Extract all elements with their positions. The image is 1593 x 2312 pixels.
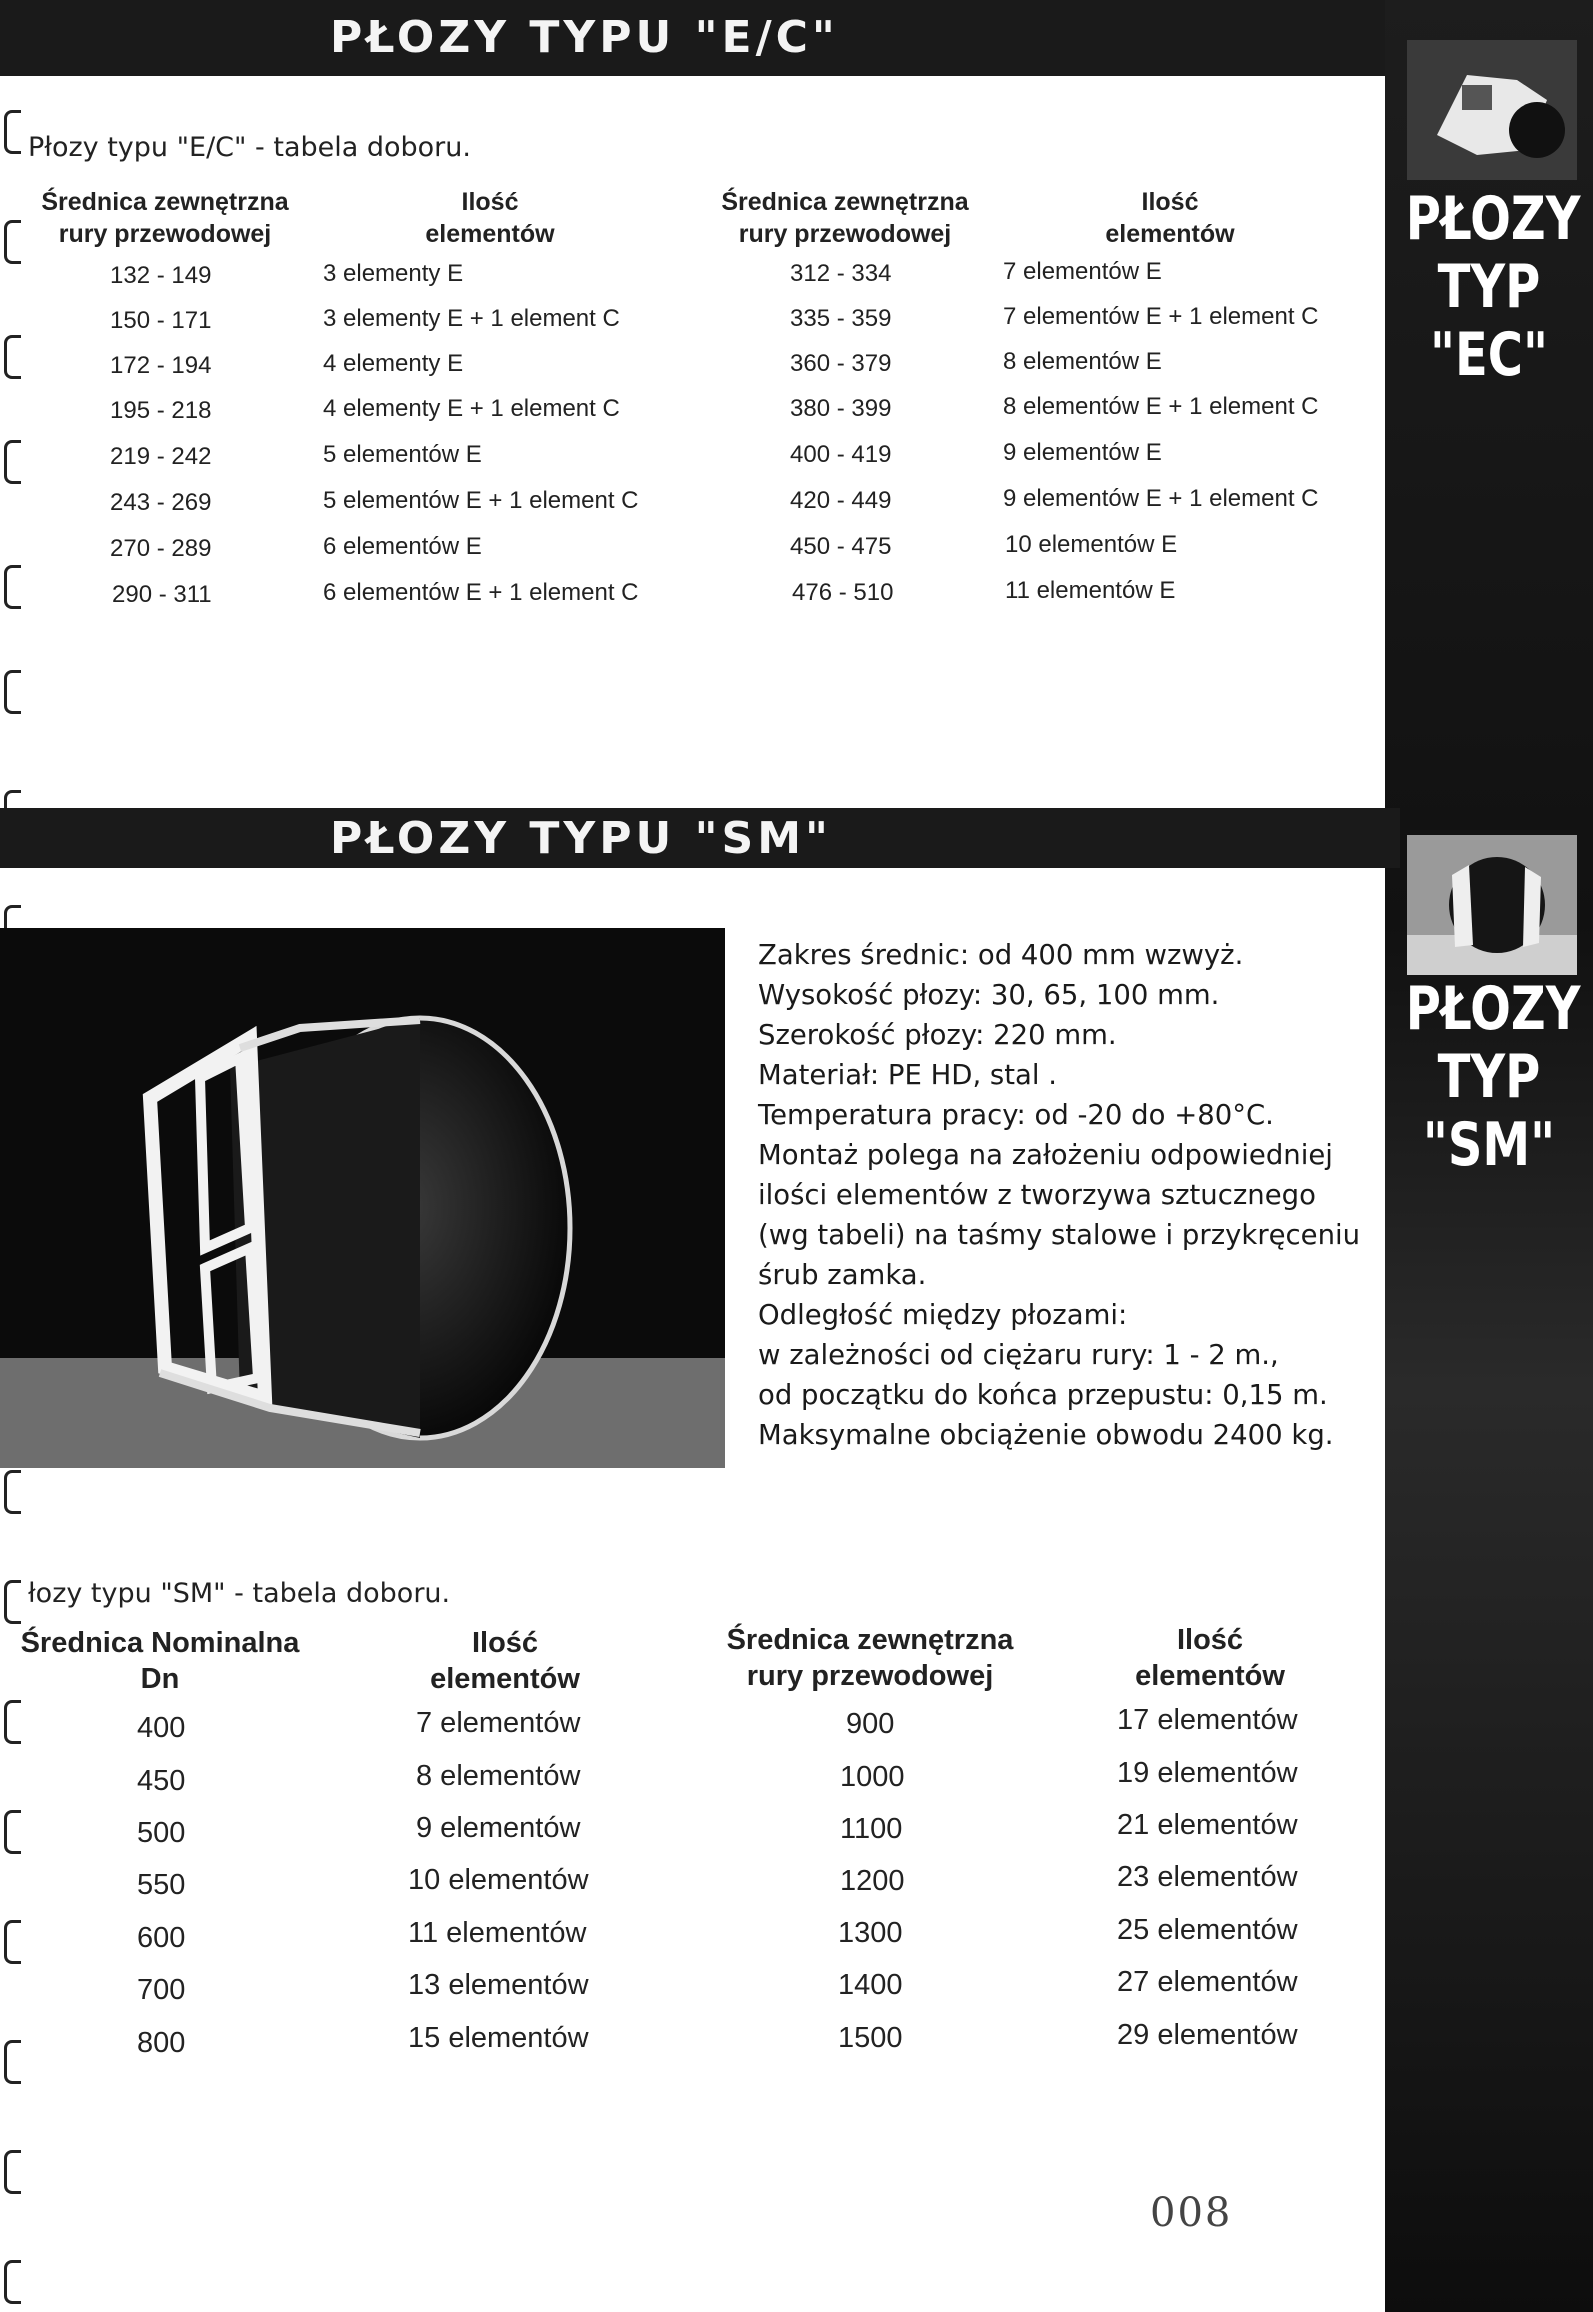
spec-line: Montaż polega na założeniu odpowiedniej [758,1139,1333,1171]
sm-header-diameter: Średnica zewnętrzna rury przewodowej [726,1624,1014,1692]
ec-header-count-left: Ilość elementów [425,188,555,248]
page-number: 008 [1150,2190,1233,2236]
spec-line: od początku do końca przepustu: 0,15 m. [758,1379,1328,1411]
spec-line: Maksymalne obciążenie obwodu 2400 kg. [758,1419,1334,1451]
ec-row-range: 150 - 171 [110,307,212,334]
sm-row-elements: 27 elementów [1117,1966,1298,1998]
spec-line: Materiał: PE HD, stal . [758,1059,1058,1091]
ec-row-elements: 9 elementów E [1003,439,1162,466]
skid-sm-thumbnail [1407,835,1577,975]
ec-row-range: 335 - 359 [790,305,892,332]
sm-row-dn: 1300 [838,1917,903,1949]
spec-line: ilości elementów z tworzywa sztucznego [758,1179,1316,1211]
side-label-ec: PŁOZY TYP "EC" [1405,184,1581,390]
section-title-sm: PŁOZY TYPU "SM" [330,813,832,864]
sm-row-elements: 15 elementów [408,2022,589,2054]
title-bar-sm [0,808,1400,868]
sm-row-dn: 700 [137,1974,186,2006]
product-photo [0,928,725,1468]
sm-row-elements: 19 elementów [1117,1757,1298,1789]
ec-row-range: 450 - 475 [790,533,892,560]
ec-row-elements: 5 elementów E [323,441,482,468]
sm-header-nominal: Średnica Nominalna Dn [20,1627,300,1695]
ec-row-range: 243 - 269 [110,489,212,516]
ec-row-range: 270 - 289 [110,535,212,562]
sm-specification [758,935,1378,1455]
ec-row-range: 219 - 242 [110,443,212,470]
sm-row-dn: 600 [137,1922,186,1954]
ec-header-diameter-right: Średnica zewnętrzna rury przewodowej [721,188,969,248]
ec-row-elements: 6 elementów E [323,533,482,560]
ec-row-elements: 7 elementów E + 1 element C [1003,303,1319,330]
table-sm-intro: łozy typu "SM" - tabela doboru. [28,1578,451,1609]
ec-row-elements: 10 elementów E [1005,531,1178,558]
sm-row-dn: 450 [137,1765,186,1797]
ec-row-elements: 3 elementy E + 1 element C [323,305,620,332]
sm-row-dn: 1500 [838,2022,903,2054]
sm-row-elements: 8 elementów [416,1760,581,1792]
ec-row-elements: 9 elementów E + 1 element C [1003,485,1319,512]
ec-row-range: 400 - 419 [790,441,892,468]
side-label-sm: PŁOZY TYP "SM" [1405,974,1581,1180]
ec-row-range: 420 - 449 [790,487,892,514]
title-bar-ec [0,0,1385,76]
ec-row-elements: 3 elementy E [323,260,464,287]
sm-row-elements: 10 elementów [408,1864,589,1896]
spec-line: Temperatura pracy: od -20 do +80°C. [758,1099,1274,1131]
ec-row-elements: 7 elementów E [1003,258,1162,285]
ec-row-range: 312 - 334 [790,260,892,287]
table-ec-intro: Płozy typu "E/C" - tabela doboru. [28,132,471,163]
sm-row-elements: 17 elementów [1117,1704,1298,1736]
ec-row-elements: 5 elementów E + 1 element C [323,487,639,514]
ec-row-elements: 11 elementów E [1005,577,1176,604]
sm-row-elements: 29 elementów [1117,2019,1298,2051]
spec-line: Odległość między płozami: [758,1299,1128,1331]
ec-header-count-right: Ilość elementów [1105,188,1235,248]
ec-row-range: 290 - 311 [112,581,212,608]
spec-line: Zakres średnic: od 400 mm wzwyż. [758,939,1244,971]
sm-row-elements: 13 elementów [408,1969,589,2001]
ec-row-range: 380 - 399 [790,395,892,422]
sm-row-elements: 7 elementów [416,1707,581,1739]
skid-ec-thumbnail [1407,40,1577,180]
ec-row-range: 172 - 194 [110,352,212,379]
spec-line: Szerokość płozy: 220 mm. [758,1019,1117,1051]
spec-line: w zależności od ciężaru rury: 1 - 2 m., [758,1339,1279,1371]
sm-row-dn: 800 [137,2027,186,2059]
ec-row-elements: 8 elementów E [1003,348,1162,375]
sm-row-elements: 25 elementów [1117,1914,1298,1946]
sm-row-elements: 21 elementów [1117,1809,1298,1841]
ec-row-elements: 6 elementów E + 1 element C [323,579,639,606]
sm-row-dn: 1000 [840,1761,905,1793]
sm-row-dn: 500 [137,1817,186,1849]
ec-row-elements: 4 elementy E + 1 element C [323,395,620,422]
sm-header-count-right: Ilość elementów [1135,1624,1285,1692]
sm-header-count-left: Ilość elementów [430,1627,580,1695]
ec-row-range: 195 - 218 [110,397,212,424]
sm-row-dn: 900 [846,1708,895,1740]
side-column [1385,0,1593,2312]
ec-header-diameter-left: Średnica zewnętrzna rury przewodowej [41,188,289,248]
ec-row-range: 476 - 510 [792,579,894,606]
sm-row-elements: 9 elementów [416,1812,581,1844]
sm-row-elements: 23 elementów [1117,1861,1298,1893]
sm-row-elements: 11 elementów [408,1917,587,1949]
sm-row-dn: 400 [137,1712,186,1744]
spec-line: Wysokość płozy: 30, 65, 100 mm. [758,979,1220,1011]
sm-row-dn: 1200 [840,1865,905,1897]
ec-row-elements: 4 elementy E [323,350,464,377]
section-title-ec: PŁOZY TYPU "E/C" [330,12,839,63]
pipe-with-skids-illustration [0,928,725,1468]
sm-row-dn: 1100 [840,1813,903,1845]
ec-row-elements: 8 elementów E + 1 element C [1003,393,1319,420]
spec-line: (wg tabeli) na taśmy stalowe i przykręceniu [758,1219,1361,1251]
sm-row-dn: 1400 [838,1969,903,2001]
spec-line: śrub zamka. [758,1259,927,1291]
sm-row-dn: 550 [137,1869,186,1901]
ec-row-range: 132 - 149 [110,262,212,289]
ec-row-range: 360 - 379 [790,350,892,377]
